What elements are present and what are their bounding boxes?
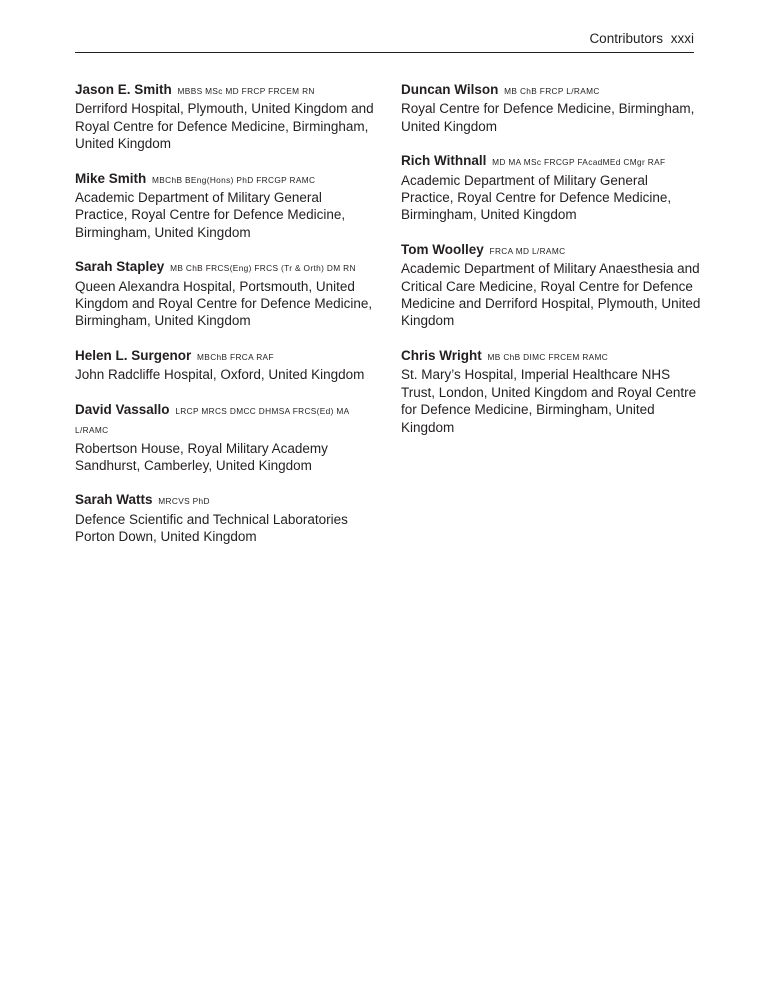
- contributor-qualifications: MB ChB DIMC FRCEM RAMC: [487, 351, 609, 362]
- contributor-name: Jason E. Smith: [75, 82, 172, 97]
- contributor-entry: [401, 241, 701, 330]
- contributor-affiliation: Academic Department of Military General Practice, Royal Centre for Defence Medicine, Birmingham, United Kingdom: [401, 172, 672, 223]
- contributor-affiliation: Queen Alexandra Hospital, Portsmouth, United Kingdom and Royal Centre for Defence Medicine, Birmingham, United Kingdom: [75, 278, 373, 329]
- contributor-affiliation: Royal Centre for Defence Medicine, Birmingham, United Kingdom: [401, 101, 695, 134]
- contributor-entry: [75, 491, 375, 545]
- contributor-affiliation: John Radcliffe Hospital, Oxford, United Kingdom: [75, 367, 365, 383]
- contributor-entry: [401, 81, 701, 135]
- contributor-affiliation: Robertson House, Royal Military Academy Sandhurst, Camberley, United Kingdom: [75, 440, 328, 473]
- contributor-entry: [401, 347, 701, 436]
- contributor-qualifications: LRCP MRCS DMCC DHMSA FRCS(Ed) MA L/RAMC: [75, 405, 350, 436]
- contributor-affiliation: Academic Department of Military General Practice, Royal Centre for Defence Medicine, Birmingham, United Kingdom: [75, 190, 346, 240]
- page-number: xxxi: [670, 31, 694, 46]
- left-column: [75, 81, 375, 563]
- contributor-entry: [75, 170, 375, 242]
- contributor-name: Mike Smith: [75, 170, 147, 186]
- contributor-affiliation: Academic Department of Military Anaesthesia and Critical Care Medicine, Royal Centre for Defence Medicine and Derriford Hospital, Plymouth, United Kingdom: [401, 261, 701, 329]
- contributor-qualifications: MBChB BEng(Hons) PhD FRCGP RAMC: [152, 174, 316, 185]
- contributor-name: Helen L. Surgenor: [75, 347, 192, 363]
- section-title: Contributors: [589, 31, 663, 46]
- contributor-entry: [75, 401, 375, 475]
- contributor-qualifications: MRCVS PhD: [158, 496, 210, 507]
- contributor-qualifications: MD MA MSc FRCGP FAcadMEd CMgr RAF: [492, 157, 666, 168]
- contributor-affiliation: Derriford Hospital, Plymouth, United Kingdom and Royal Centre for Defence Medicine, Birmingham, United Kingdom: [75, 101, 374, 152]
- contributor-affiliation: Defence Scientific and Technical Laboratories Porton Down, United Kingdom: [75, 511, 348, 545]
- contributor-affiliation: St. Mary’s Hospital, Imperial Healthcare NHS Trust, London, United Kingdom and Royal Centre for Defence Medicine, Birmingham, United Kingdom: [401, 367, 697, 435]
- right-column: [401, 81, 701, 453]
- contributor-name: Rich Withnall: [401, 153, 487, 169]
- contributor-entry: [401, 152, 701, 224]
- running-head: [75, 30, 694, 53]
- contributor-qualifications: MBBS MSc MD FRCP FRCEM RN: [177, 86, 315, 96]
- contributor-qualifications: MB ChB FRCP L/RAMC: [504, 86, 600, 96]
- contributor-name: Sarah Stapley: [75, 259, 165, 275]
- contributor-entry: [75, 347, 375, 384]
- contributor-name: Sarah Watts: [75, 492, 153, 508]
- contributor-qualifications: MBChB FRCA RAF: [197, 351, 274, 362]
- contributor-entry: [75, 258, 375, 330]
- contributor-entry: [75, 81, 375, 153]
- contributor-name: Chris Wright: [401, 347, 482, 363]
- contributor-name: Tom Woolley: [401, 241, 484, 257]
- contributor-name: David Vassallo: [75, 401, 170, 417]
- contributor-qualifications: MB ChB FRCS(Eng) FRCS (Tr & Orth) DM RN: [170, 263, 356, 274]
- contributor-qualifications: FRCA MD L/RAMC: [489, 245, 566, 256]
- contributor-name: Duncan Wilson: [401, 82, 499, 97]
